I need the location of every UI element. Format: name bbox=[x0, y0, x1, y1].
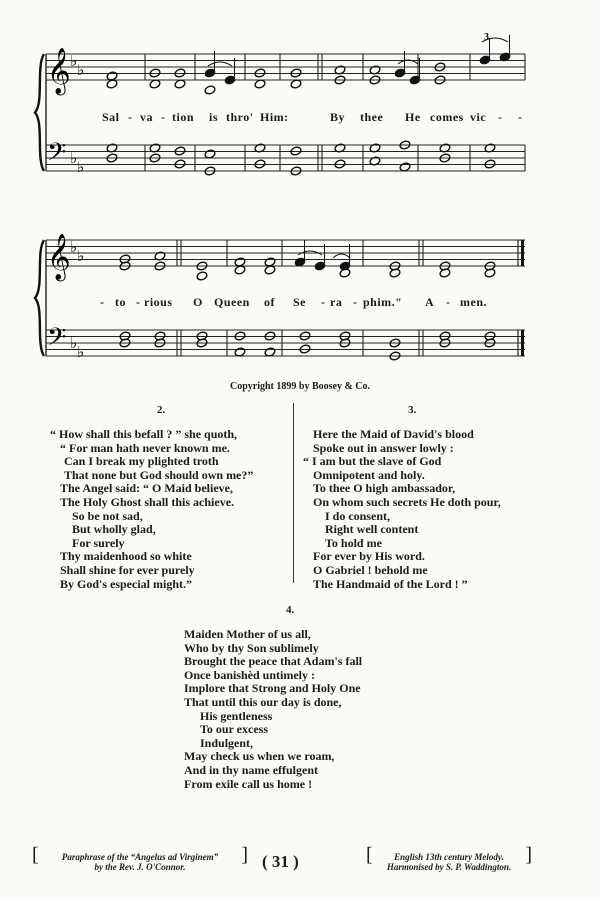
slur bbox=[333, 254, 350, 258]
verse-divider bbox=[293, 403, 294, 583]
verse-line: “ I am but the slave of God bbox=[303, 454, 442, 469]
verse-line: I do consent, bbox=[325, 508, 391, 523]
lyric-syllable: A bbox=[425, 295, 435, 309]
lyric-syllable: - bbox=[498, 110, 503, 124]
verse-4 bbox=[184, 628, 362, 791]
final-barline-thick bbox=[521, 330, 524, 356]
verse-line: Omnipotent and holy. bbox=[313, 467, 425, 482]
lyric-syllable: - bbox=[100, 295, 105, 309]
verse-3-number: 3. bbox=[408, 404, 417, 416]
lyric-syllable: - bbox=[161, 110, 166, 124]
footer-text-line: Harmonised by S. P. Waddington. bbox=[386, 862, 512, 872]
lyric-syllable: to bbox=[115, 295, 126, 309]
verse-line: For ever by His word. bbox=[313, 549, 425, 564]
verse-line: “ For man hath never known me. bbox=[60, 440, 230, 455]
verse-line: But wholly glad, bbox=[72, 522, 156, 537]
lyric-syllable: Queen bbox=[214, 295, 250, 309]
lyric-syllable: - bbox=[446, 295, 451, 309]
verse-line: That none but God should own me?” bbox=[64, 467, 254, 482]
lyric-syllable: O bbox=[193, 295, 203, 309]
verse-line: May check us when we roam, bbox=[184, 749, 335, 764]
bracket-right-icon: ] bbox=[241, 844, 248, 866]
flat-icon: ♭ bbox=[70, 52, 78, 70]
verse-line: Right well content bbox=[325, 522, 419, 537]
lyric-syllable: ra bbox=[330, 295, 343, 309]
lyric-syllable: Se bbox=[293, 295, 306, 309]
verse-2-number: 2. bbox=[157, 404, 166, 416]
footer-text-line: Paraphrase of the “Angelus ad Virginem” bbox=[61, 852, 219, 862]
verse-line: O Gabriel ! behold me bbox=[313, 562, 428, 577]
lyric-syllable: va bbox=[140, 110, 153, 124]
verse-line: Indulgent, bbox=[200, 735, 254, 750]
flat-icon: ♭ bbox=[77, 158, 85, 176]
lyric-syllable: of bbox=[264, 295, 275, 309]
lyric-syllable: Him: bbox=[260, 110, 289, 124]
lyric-syllable: He bbox=[405, 110, 421, 124]
lyric-syllable: comes bbox=[430, 110, 464, 124]
verse-line: Implore that Strong and Holy One bbox=[184, 681, 361, 696]
copyright-notice: Copyright 1899 by Boosey & Co. bbox=[229, 381, 370, 392]
half-note bbox=[204, 85, 216, 95]
flat-icon: ♭ bbox=[70, 238, 78, 256]
lyric-syllable: - bbox=[128, 110, 133, 124]
verse-line: Maiden Mother of us all, bbox=[184, 627, 311, 641]
flat-icon: ♭ bbox=[77, 247, 85, 265]
verse-line: From exile call us home ! bbox=[184, 776, 313, 791]
footer-text-line: by the Rev. J. O'Connor. bbox=[94, 862, 186, 872]
verse-line: Here the Maid of David's blood bbox=[313, 427, 474, 441]
verse-3 bbox=[303, 428, 501, 591]
lyric-syllable: - bbox=[353, 295, 358, 309]
verse-line: Thy maidenhood so white bbox=[60, 549, 192, 564]
flat-icon: ♭ bbox=[70, 334, 78, 352]
lyric-syllable: men. bbox=[460, 295, 487, 309]
footer-attribution-left bbox=[32, 844, 248, 872]
flat-icon: ♭ bbox=[70, 149, 78, 167]
flat-icon: ♭ bbox=[77, 343, 85, 361]
lyric-syllable: - bbox=[321, 295, 326, 309]
verse-line: Spoke out in answer lowly : bbox=[313, 440, 454, 455]
slur bbox=[208, 62, 232, 66]
brace-icon bbox=[35, 240, 44, 356]
final-barline-thick bbox=[521, 240, 524, 266]
verse-line: Can I break my plighted troth bbox=[64, 454, 219, 469]
lyric-syllable: is bbox=[209, 110, 219, 124]
lyric-syllable: - bbox=[518, 110, 523, 124]
lyric-syllable: By bbox=[330, 110, 346, 124]
verse-line: That until this our day is done, bbox=[184, 694, 342, 709]
verse-line: Once banishèd untimely : bbox=[184, 667, 316, 682]
flat-icon: ♭ bbox=[77, 61, 85, 79]
verse-line: “ How shall this befall ? ” she quoth, bbox=[50, 427, 238, 441]
verse-2 bbox=[50, 428, 253, 591]
lyric-syllable: phim." bbox=[363, 295, 403, 309]
verse-line: Who by thy Son sublimely bbox=[184, 640, 319, 655]
bass-clef-icon: 𝄢 bbox=[47, 138, 67, 173]
lyric-syllable: tion bbox=[172, 110, 195, 124]
verse-line: The Handmaid of the Lord ! ” bbox=[313, 576, 468, 591]
verse-line: To hold me bbox=[325, 535, 382, 550]
lyric-syllable: vic bbox=[470, 110, 487, 124]
lyric-syllable: thro' bbox=[226, 110, 254, 124]
verse-4-number: 4. bbox=[286, 604, 295, 616]
verse-line: The Angel said: “ O Maid believe, bbox=[60, 481, 234, 496]
half-note bbox=[339, 268, 351, 278]
fingering-mark: 3 bbox=[484, 32, 489, 43]
verse-line: To thee O high ambassador, bbox=[313, 481, 456, 496]
bass-clef-icon: 𝄢 bbox=[47, 323, 67, 358]
bracket-left-icon: [ bbox=[32, 844, 39, 866]
verse-line: And in thy name effulgent bbox=[184, 762, 319, 777]
footer-attribution-right bbox=[366, 844, 532, 872]
verse-line: Brought the peace that Adam's fall bbox=[184, 654, 363, 669]
verse-line: Shall shine for ever purely bbox=[60, 562, 195, 577]
bracket-left-icon: [ bbox=[366, 844, 373, 866]
verse-line: His gentleness bbox=[200, 708, 273, 723]
footer-text-line: English 13th century Melody. bbox=[394, 852, 504, 862]
verse-line: On whom such secrets He doth pour, bbox=[313, 494, 501, 509]
half-note bbox=[196, 271, 208, 281]
lyric-syllable: - bbox=[136, 295, 141, 309]
lyric-syllable: thee bbox=[360, 110, 384, 124]
verse-line: By God's especial might.” bbox=[60, 576, 193, 591]
lyric-syllable: Sal bbox=[102, 110, 120, 124]
treble-clef-icon: 𝄞 bbox=[47, 234, 71, 280]
lyric-syllable: rious bbox=[144, 295, 173, 309]
verse-line: The Holy Ghost shall this achieve. bbox=[60, 494, 235, 509]
brace-icon bbox=[35, 54, 44, 171]
music-system-1 bbox=[0, 0, 600, 200]
treble-clef-icon: 𝄞 bbox=[47, 48, 71, 94]
verse-line: To our excess bbox=[200, 722, 269, 737]
verse-line: So be not sad, bbox=[72, 508, 143, 523]
page-number: ( 31 ) bbox=[262, 852, 299, 871]
verse-line: For surely bbox=[72, 535, 125, 550]
bracket-right-icon: ] bbox=[525, 844, 532, 866]
